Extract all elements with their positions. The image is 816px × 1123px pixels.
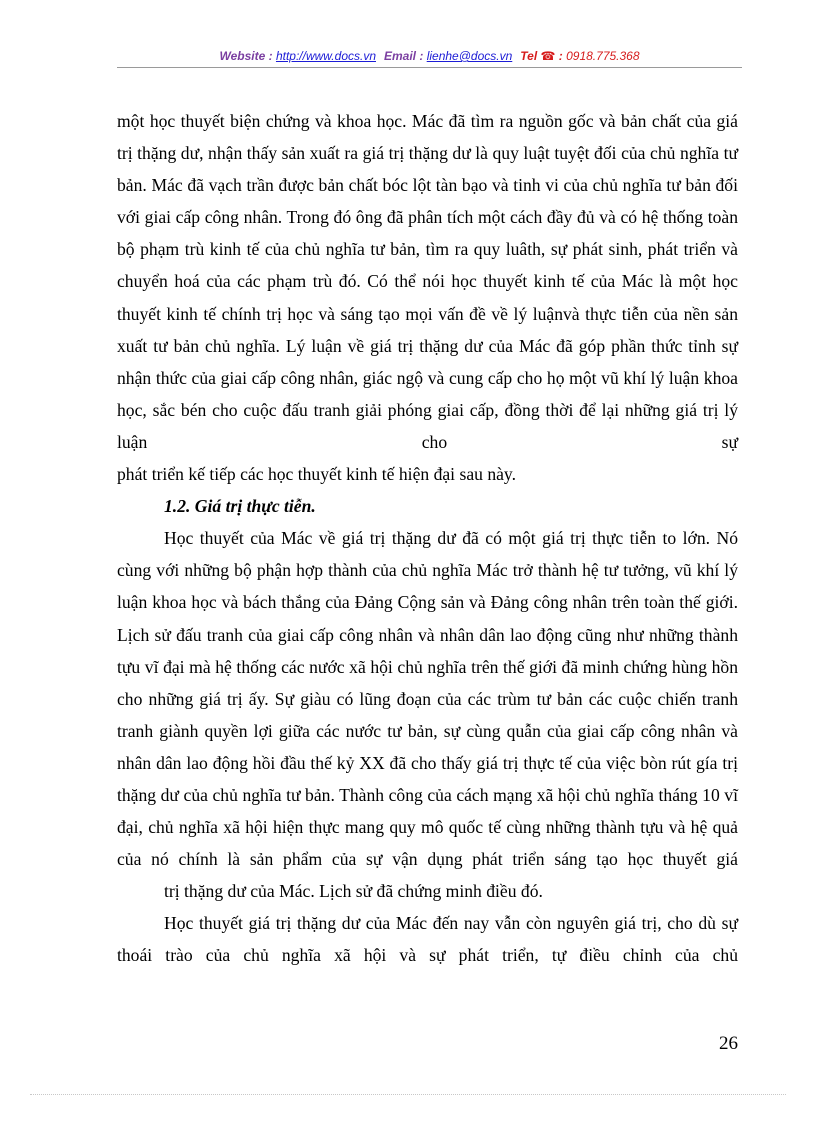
paragraph-1-text: một học thuyết biện chứng và khoa học. Mác đã tìm ra nguồn gốc và bản chất của giá trị thặng dư, nhận thấy sản xuất ra giá trị thặng dư là quy luật tuyệt đối của chủ nghĩa tư bản. Mác đã vạch trần được bản chất bóc lột tàn bạo và tinh vi của chủ nghĩa tư bản đối với giai cấp công nhân. Trong đó ông đã phân tích một cách đầy đủ và có hệ thống toàn bộ phạm trù kinh tế của chủ nghĩa tư bản, tìm ra quy luâth, sự phát sinh, phát triển và chuyển hoá của các phạm trù đó. Có thể nói học thuyết kinh tế của Mác là một học thuyết kinh tế chính trị học và sáng tạo mọi vấn đề về lý luậnvà thực tiễn của nền sản xuất tư bản chủ nghĩa. Lý luận về giá trị thặng dư của Mác đã góp phần thức tỉnh sự nhận thức của giai cấp công nhân, giác ngộ và cung cấp cho họ một vũ khí lý luận khoa học, sắc bén cho cuộc đấu tranh giải phóng giai cấp, đồng thời để lại những giá trị lý luận cho sự — [117, 111, 738, 452]
website-label: Website : — [219, 49, 276, 63]
email-link[interactable]: lienhe@docs.vn — [426, 49, 513, 63]
paragraph-2-text: Học thuyết của Mác về giá trị thặng dư đã có một giá trị thực tiễn to lớn. Nó cùng với những bộ phận hợp thành của chủ nghĩa Mác trở thành hệ tư tưởng, vũ khí lý luận khoa học và bách thắng của Đảng Cộng sản và Đảng công nhân trên toàn thế giới. Lịch sử đấu tranh của giai cấp công nhân và nhân dân lao động cũng như những thành tựu vĩ đại mà hệ thống các nước xã hội chủ nghĩa trên thế giới đã minh chứng hùng hồn cho những giá trị ấy. Sự giàu có lũng đoạn của các trùm tư bản các cuộc chiến tranh tranh giành quyền lợi giữa các nước tư bản, sự cùng quẫn của giai cấp công nhân và nhân dân lao động hồi đầu thế kỷ XX đã cho thấy giá trị thực tế của việc bòn rút gía trị thặng dư của chủ nghĩa tư bản. Thành công của cách mạng xã hội chủ nghĩa tháng 10 vĩ đại, chủ nghĩa xã hội hiện thực mang quy mô quốc tế cùng những thành tựu và hệ quả của nó chính là sản phẩm của sự vận dụng phát triển sáng tạo học thuyết giá — [117, 528, 738, 870]
page-number: 26 — [719, 1033, 738, 1054]
paragraph-1-last-line: phát triển kế tiếp các học thuyết kinh tế hiện đại sau này. — [117, 464, 516, 485]
email-label: Email : — [384, 49, 427, 63]
paragraph-2 — [117, 522, 738, 907]
tel-label: Tel ☎ : — [520, 49, 567, 63]
tel-number: 0918.775.368 — [566, 49, 640, 63]
header-divider — [117, 67, 742, 68]
paragraph-3 — [117, 907, 738, 971]
section-heading: 1.2. Giá trị thực tiễn. — [164, 496, 316, 517]
page-header — [117, 47, 742, 67]
paragraph-3-text: Học thuyết giá trị thặng dư của Mác đến nay vẫn còn nguyên giá trị, cho dù sự thoái trào của chủ nghĩa xã hội và sự phát triển, tự điều chỉnh của chủ — [117, 913, 738, 966]
paragraph-1 — [117, 105, 738, 490]
paragraph-2-last-line: trị thặng dư của Mác. Lịch sử đã chứng minh điều đó. — [164, 881, 543, 902]
document-body — [117, 105, 738, 972]
footer-divider — [30, 1094, 786, 1095]
website-link[interactable]: http://www.docs.vn — [275, 49, 376, 63]
